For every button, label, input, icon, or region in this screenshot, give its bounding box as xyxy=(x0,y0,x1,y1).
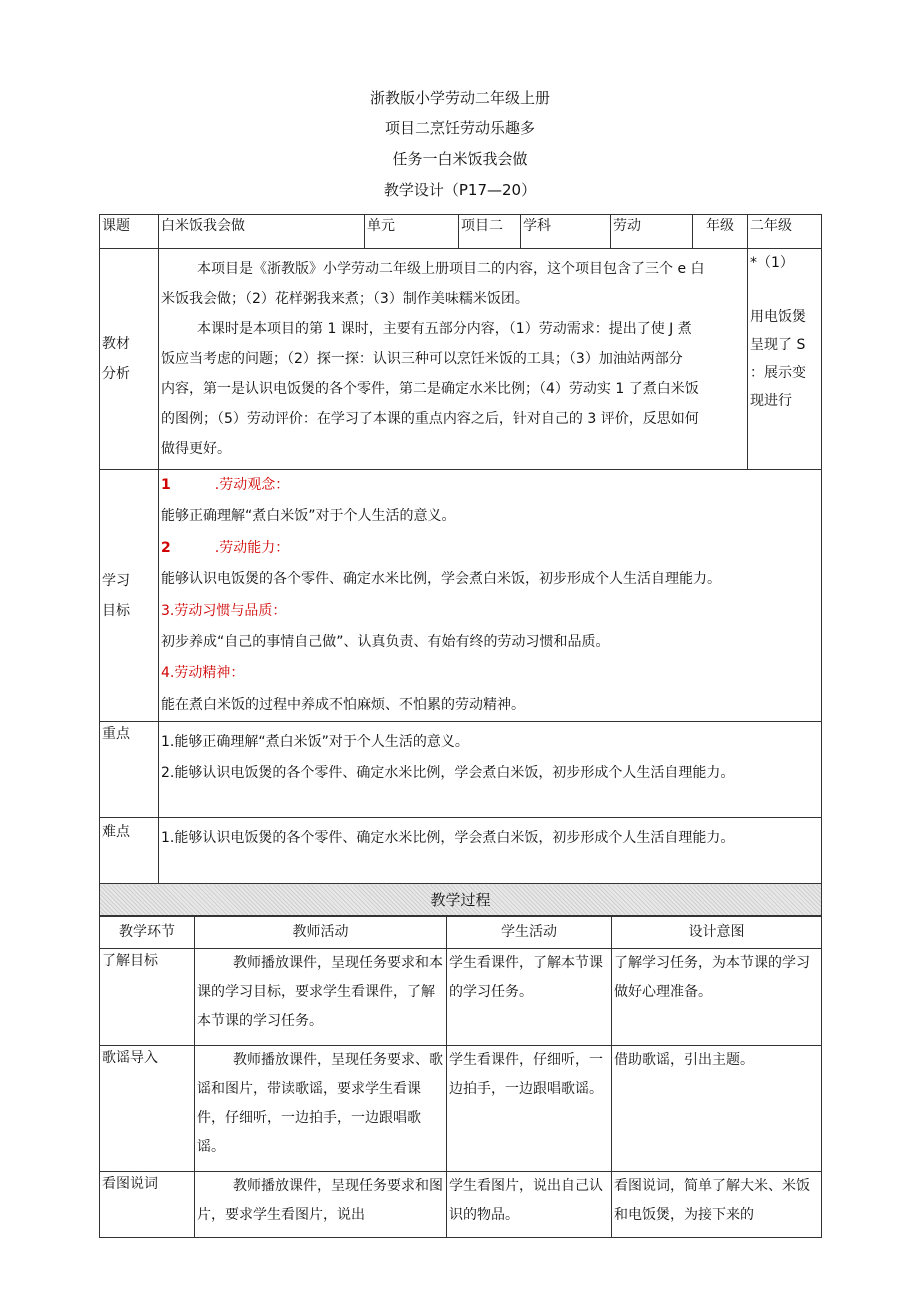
analysis-para2-d: 的图例；（5）劳动评价：在学习了本课的重点内容之后，针对自己的 3 评价，反思如何 xyxy=(161,411,699,427)
grade-value: 二年级 xyxy=(748,215,822,249)
process-table xyxy=(99,915,822,1238)
analysis-label-2: 分析 xyxy=(102,366,130,382)
doc-title-line4: 教学设计（P17—20） xyxy=(383,181,537,199)
student-cell: 学生看课件，仔细听，一边拍手，一边跟唱歌谣。 xyxy=(447,1046,612,1172)
intent-cell: 看图说词，简单了解大米、米饭和电饭煲，为接下来的 xyxy=(612,1172,822,1238)
discipline-label: 学科 xyxy=(521,215,611,249)
table-row xyxy=(100,1046,822,1172)
unit-value: 项目二 xyxy=(459,215,521,249)
goals-label-2: 目标 xyxy=(102,602,130,619)
process-heading: 教学过程 xyxy=(100,884,822,917)
key-point-1: 1.能够正确理解“煮白米饭”对于个人生活的意义。 xyxy=(161,734,469,751)
key-points-label: 重点 xyxy=(100,722,159,818)
goals-content xyxy=(159,470,822,722)
goal1-text: 能够正确理解“煮白米饭”对于个人生活的意义。 xyxy=(161,508,456,525)
goal1-title xyxy=(161,470,819,501)
doc-title-line3: 任务一白米饭我会做 xyxy=(392,150,528,168)
goal2-title-text: .劳动能力： xyxy=(214,539,290,556)
analysis-para2-b: 饭应当考虑的问题；（2）探一探：认识三种可以烹饪米饭的工具；（3）加油站两部分 xyxy=(161,351,683,367)
process-header-row xyxy=(100,916,822,949)
analysis-label-1: 教材 xyxy=(102,336,130,352)
analysis-para2-e: 做得更好。 xyxy=(161,441,231,457)
goal4-title: 4.劳动精神： xyxy=(161,665,245,682)
difficulty-1: 1.能够认识电饭煲的各个零件、确定水米比例，学会煮白米饭，初步形成个人生活自理能力。 xyxy=(161,830,735,847)
stage-cell: 了解目标 xyxy=(100,949,195,1046)
discipline-value: 劳动 xyxy=(611,215,693,249)
difficulties-content xyxy=(159,818,822,884)
student-cell: 学生看图片，说出自己认识的物品。 xyxy=(447,1172,612,1238)
goals-row xyxy=(100,470,822,722)
teacher-text: 教师播放课件，呈现任务要求和本课的学习目标，要求学生看课件，了解本节课的学习任务。 xyxy=(197,955,443,1029)
col-intent: 设计意图 xyxy=(612,916,822,949)
goal2-title xyxy=(161,533,819,564)
analysis-para2-c: 内容，第一是认识电饭煲的各个零件，第二是确定水米比例；（4）劳动实 1 了煮白米饭 xyxy=(161,381,699,397)
goals-label-1: 学习 xyxy=(102,572,130,589)
analysis-para1-a: 本项目是《浙教版》小学劳动二年级上册项目二的内容，这个项目包含了三个 e 白 xyxy=(197,261,705,277)
col-stage: 教学环节 xyxy=(100,916,195,949)
doc-title-line1: 浙教版小学劳动二年级上册 xyxy=(369,89,550,107)
doc-title-line2: 项目二烹饪劳动乐趣多 xyxy=(384,119,535,137)
grade-label: 年级 xyxy=(693,215,748,249)
goal1-num: 1 xyxy=(161,477,171,493)
teacher-text: 教师播放课件，呈现任务要求和图片，要求学生看图片，说出 xyxy=(197,1178,443,1223)
col-student: 学生活动 xyxy=(447,916,612,949)
lesson-info-table xyxy=(99,214,822,917)
analysis-side-3: 呈现了 S xyxy=(750,337,806,353)
key-points-row xyxy=(100,722,822,818)
analysis-side-4: ：展示变 xyxy=(750,365,806,381)
stage-cell: 歌谣导入 xyxy=(100,1046,195,1172)
subject-title: 白米饭我会做 xyxy=(159,215,365,249)
analysis-row xyxy=(100,249,822,470)
analysis-side-2: 用电饭煲 xyxy=(750,309,806,325)
analysis-para1-b: 米饭我会做；（2）花样粥我来煮；（3）制作美味糯米饭团。 xyxy=(161,291,529,307)
difficulties-row xyxy=(100,818,822,884)
teacher-cell xyxy=(195,1046,447,1172)
goal4-text: 能在煮白米饭的过程中养成不怕麻烦、不怕累的劳动精神。 xyxy=(161,696,525,713)
teacher-cell xyxy=(195,949,447,1046)
student-cell: 学生看课件，了解本节课的学习任务。 xyxy=(447,949,612,1046)
intent-cell: 借助歌谣，引出主题。 xyxy=(612,1046,822,1172)
goal2-num: 2 xyxy=(161,539,171,556)
goal3-title: 3.劳动习惯与品质： xyxy=(161,602,287,619)
subject-title-label: 课题 xyxy=(100,215,159,249)
goal1-title-text: .劳动观念： xyxy=(214,477,290,493)
analysis-label xyxy=(100,249,159,470)
unit-label: 单元 xyxy=(365,215,459,249)
intent-cell: 了解学习任务，为本节课的学习做好心理准备。 xyxy=(612,949,822,1046)
table-row xyxy=(100,1172,822,1238)
analysis-para2-a: 本课时是本项目的第 1 课时，主要有五部分内容，（1）劳动需求：提出了使 J 煮 xyxy=(197,321,692,337)
teacher-text: 教师播放课件，呈现任务要求、歌谣和图片，带读歌谣，要求学生看课件，仔细听，一边拍手，一边跟唱歌谣。 xyxy=(197,1052,443,1155)
analysis-content xyxy=(159,249,748,470)
goal2-text: 能够认识电饭煲的各个零件、确定水米比例，学会煮白米饭，初步形成个人生活自理能力。 xyxy=(161,571,721,588)
process-heading-row xyxy=(100,884,822,917)
teacher-cell xyxy=(195,1172,447,1238)
analysis-side-5: 现进行 xyxy=(750,393,792,409)
key-point-2: 2.能够认识电饭煲的各个零件、确定水米比例，学会煮白米饭，初步形成个人生活自理能力。 xyxy=(161,765,735,782)
table-row xyxy=(100,949,822,1046)
col-teacher: 教师活动 xyxy=(195,916,447,949)
analysis-side-notes xyxy=(748,249,822,470)
key-points-content xyxy=(159,722,822,818)
goal3-text: 初步养成“自己的事情自己做”、认真负责、有始有终的劳动习惯和品质。 xyxy=(161,634,610,651)
info-row xyxy=(100,215,822,249)
difficulties-label: 难点 xyxy=(100,818,159,884)
analysis-side-1: *（1） xyxy=(750,255,794,271)
stage-cell: 看图说词 xyxy=(100,1172,195,1238)
goals-label xyxy=(100,470,159,722)
